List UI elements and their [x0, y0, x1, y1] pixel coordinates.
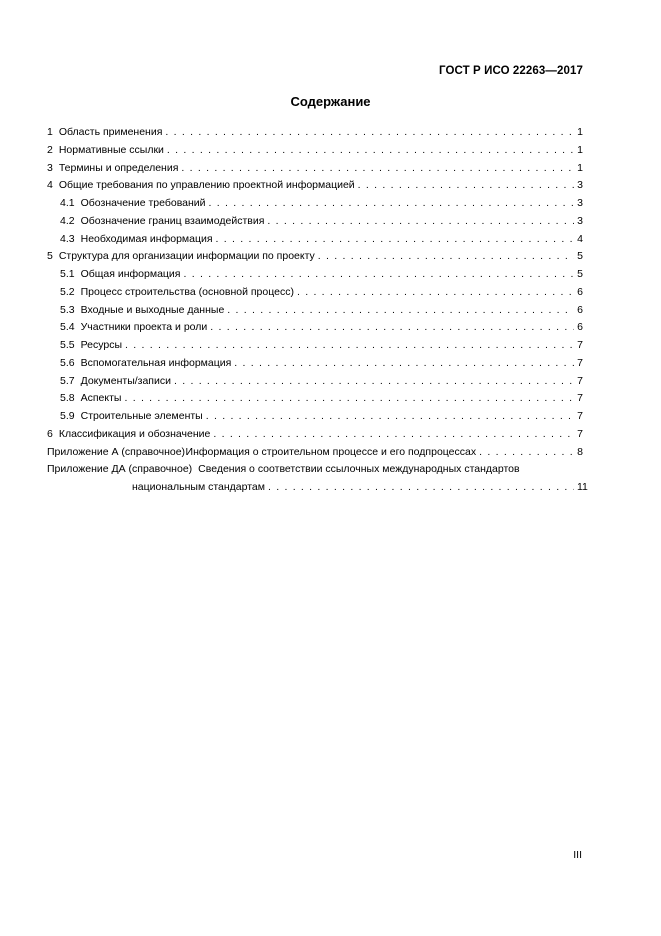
toc-entry[interactable]	[47, 231, 583, 249]
toc-entry[interactable]	[47, 355, 583, 373]
leader-dots	[358, 177, 574, 195]
section-number: 5.6	[60, 356, 75, 369]
leader-dots	[167, 142, 574, 160]
section-page: 5	[577, 268, 583, 280]
leader-dots	[216, 231, 574, 249]
leader-dots	[227, 302, 574, 320]
section-number: 5.2	[60, 285, 75, 298]
toc-entry[interactable]	[47, 142, 583, 160]
section-number: 3	[47, 161, 53, 174]
section-page: 7	[577, 410, 583, 422]
leader-dots	[124, 390, 574, 408]
section-page: 3	[577, 214, 583, 227]
section-page: 1	[577, 143, 583, 156]
section-page: 7	[577, 392, 583, 405]
section-number: 5	[47, 250, 53, 263]
toc-appendix-da[interactable]	[47, 461, 583, 479]
section-page: 7	[577, 339, 583, 351]
appendix-label: Приложение ДА (справочное)	[47, 463, 193, 476]
section-title: Процесс строительства (основной процесс)	[80, 285, 294, 298]
section-title: Необходимая информация	[80, 232, 213, 245]
toc-title: Содержание	[290, 94, 371, 109]
leader-dots	[174, 373, 574, 391]
leader-dots	[165, 124, 574, 142]
section-page: 6	[577, 321, 583, 334]
section-page: 7	[577, 374, 583, 387]
toc-entry[interactable]	[47, 195, 583, 213]
section-title: Термины и определения	[58, 161, 179, 174]
section-page: 1	[577, 126, 583, 138]
section-number: 4.1	[60, 197, 75, 209]
leader-dots	[213, 426, 574, 444]
toc-appendix-da-continued[interactable]	[47, 479, 588, 497]
leader-dots	[181, 160, 574, 178]
appendix-title: Информация о строительном процессе и его подпроцессах	[185, 445, 477, 458]
page-number: III	[573, 849, 582, 861]
table-of-contents	[47, 124, 588, 497]
section-page: 6	[577, 285, 583, 298]
section-page: 7	[577, 427, 583, 440]
leader-dots	[318, 248, 574, 266]
section-title: Входные и выходные данные	[80, 303, 225, 316]
section-title: Участники проекта и роли	[80, 321, 208, 334]
leader-dots	[125, 337, 574, 355]
toc-entry[interactable]	[47, 248, 583, 266]
section-title: Классификация и обозначение	[58, 427, 211, 440]
section-number: 1	[47, 126, 53, 138]
section-number: 4	[47, 179, 53, 192]
section-title: Структура для организации информации по проекту	[58, 250, 315, 263]
toc-entry[interactable]	[47, 302, 583, 320]
section-title: Общие требования по управлению проектной информацией	[58, 179, 355, 192]
section-page: 5	[577, 250, 583, 263]
leader-dots	[267, 213, 574, 231]
section-number: 6	[47, 427, 53, 440]
section-number: 4.3	[60, 232, 75, 245]
toc-entry[interactable]	[47, 426, 583, 444]
appendix-page: 11	[577, 481, 588, 493]
appendix-page: 8	[577, 445, 583, 458]
section-page: 6	[577, 303, 583, 316]
appendix-title-line1: Сведения о соответствии ссылочных международных стандартов	[198, 463, 520, 476]
section-title: Аспекты	[80, 392, 122, 405]
leader-dots	[479, 444, 574, 462]
leader-dots	[268, 479, 574, 497]
toc-entry[interactable]	[47, 319, 583, 337]
section-number: 5.9	[60, 410, 75, 422]
section-number: 5.8	[60, 392, 75, 405]
leader-dots	[206, 408, 574, 426]
toc-entry[interactable]	[47, 160, 583, 178]
section-number: 5.7	[60, 374, 75, 387]
section-number: 2	[47, 143, 53, 156]
section-title: Вспомогательная информация	[80, 356, 232, 369]
section-title: Документы/записи	[80, 374, 171, 387]
toc-entry[interactable]	[47, 213, 583, 231]
toc-entry[interactable]	[47, 408, 583, 426]
leader-dots	[234, 355, 574, 373]
toc-entry[interactable]	[47, 124, 583, 142]
section-title: Область применения	[58, 126, 163, 138]
section-page: 7	[577, 356, 583, 369]
leader-dots	[210, 319, 574, 337]
leader-dots	[297, 284, 574, 302]
toc-entry[interactable]	[47, 177, 583, 195]
toc-entry[interactable]	[47, 266, 583, 284]
section-title: Обозначение границ взаимодействия	[80, 214, 265, 227]
section-number: 5.3	[60, 303, 75, 316]
toc-entry[interactable]	[47, 284, 583, 302]
section-number: 5.4	[60, 321, 75, 334]
section-title: Нормативные ссылки	[58, 143, 164, 156]
section-number: 4.2	[60, 214, 75, 227]
leader-dots	[183, 266, 574, 284]
section-title: Ресурсы	[80, 339, 123, 351]
section-title: Общая информация	[80, 268, 181, 280]
leader-dots	[209, 195, 574, 213]
section-page: 3	[577, 197, 583, 209]
toc-entry[interactable]	[47, 390, 583, 408]
toc-entry[interactable]	[47, 373, 583, 391]
toc-appendix-a[interactable]	[47, 444, 583, 462]
section-page: 4	[577, 232, 583, 245]
toc-entry[interactable]	[47, 337, 583, 355]
appendix-label: Приложение А (справочное)	[47, 445, 186, 458]
standard-designation: ГОСТ Р ИСО 22263—2017	[438, 65, 583, 77]
section-number: 5.5	[60, 339, 75, 351]
section-title: Обозначение требований	[80, 197, 206, 209]
section-page: 3	[577, 179, 583, 192]
appendix-title-line2: национальным стандартам	[132, 481, 265, 493]
section-number: 5.1	[60, 268, 75, 280]
section-title: Строительные элементы	[80, 410, 203, 422]
section-page: 1	[577, 161, 583, 174]
